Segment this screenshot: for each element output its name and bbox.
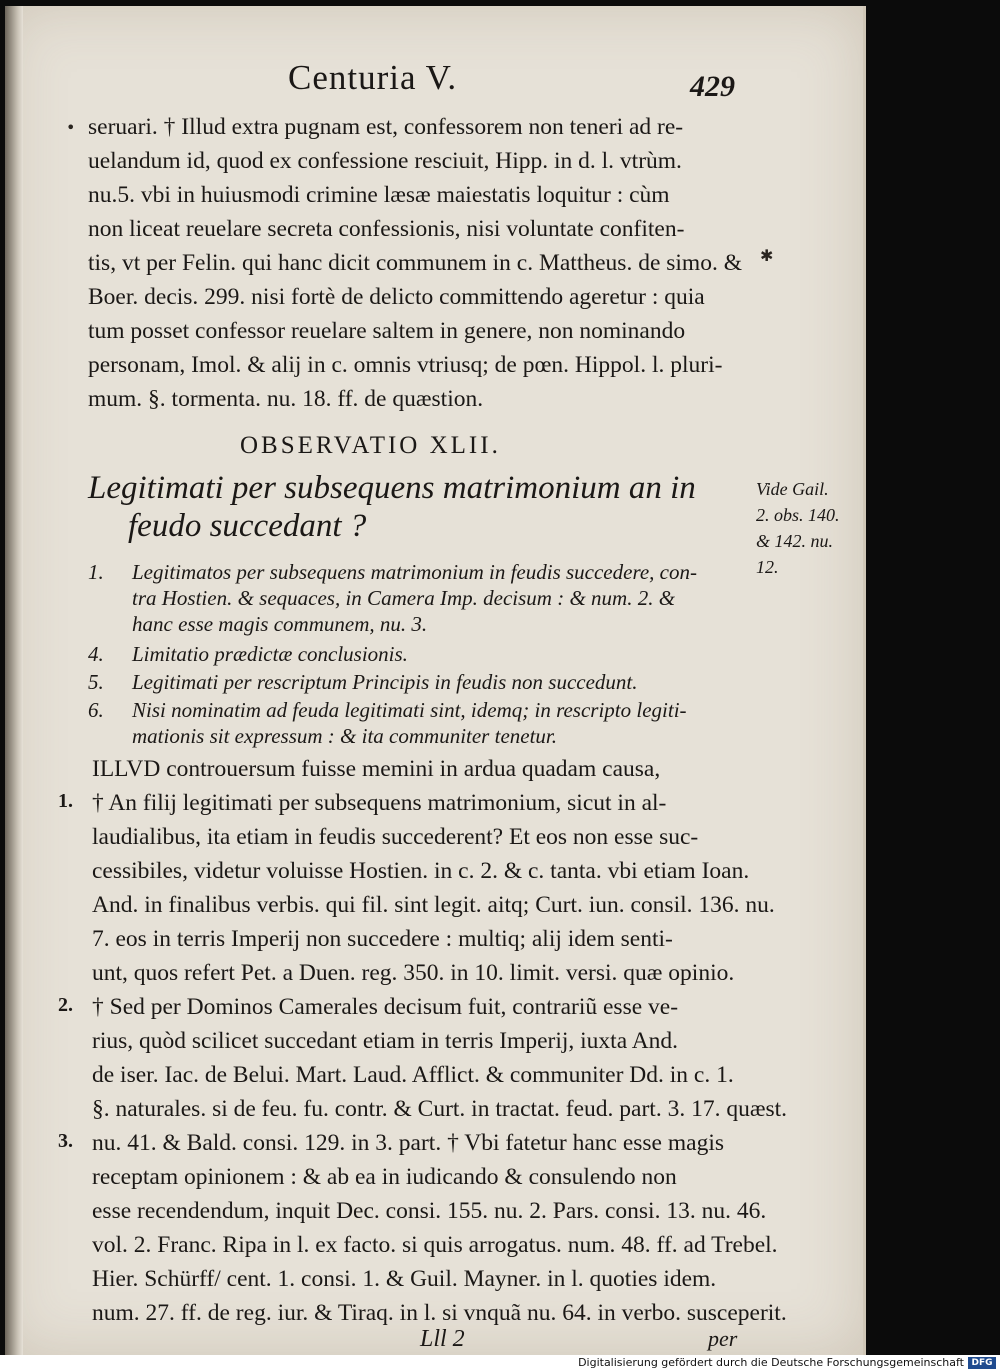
text-line: de iser. Iac. de Belui. Mart. Laud. Afflict. & communiter Dd. in c. 1. [92,1062,734,1088]
text-line: seruari. † Illud extra pugnam est, confessorem non teneri ad re- [88,114,684,140]
text-line: §. naturales. si de feu. fu. contr. & Curt. in tractat. feud. part. 3. 17. quæst. [92,1096,788,1122]
summary-line: tra Hostien. & sequaces, in Camera Imp. decisum : & num. 2. & [132,586,676,610]
dfg-logo-icon: DFG [968,1357,996,1369]
text-line: uelandum id, quod ex confessione resciuit, Hipp. in d. l. vtrùm. [88,148,682,174]
text-line: Hier. Schürff/ cent. 1. consi. 1. & Guil. Mayner. in l. quoties idem. [92,1266,717,1292]
text-line: vol. 2. Franc. Ripa in l. ex facto. si quis arrogatus. num. 48. ff. ad Trebel. [92,1232,778,1258]
page-spine-shadow [5,6,23,1355]
page-edge [863,6,866,1355]
text-line: nu. 41. & Bald. consi. 129. in 3. part. † Vbi fatetur hanc esse magis [92,1130,724,1156]
text-line: tum posset confessor reuelare saltem in genere, non nominando [88,318,686,344]
text-line: † An filij legitimati per subsequens matrimonium, sicut in al- [92,790,667,816]
text-line: † Sed per Dominos Camerales decisum fuit, contrariũ esse ve- [92,994,679,1020]
credit-text: Digitalisierung gefördert durch die Deutsche Forschungsgemeinschaft [578,1356,964,1369]
side-note: Vide Gail. [756,479,829,499]
summary-line: hanc esse magis communem, nu. 3. [132,612,428,636]
text-line: num. 27. ff. de reg. iur. & Tiraq. in l. si vnquã nu. 64. in verbo. susceperit. [92,1300,787,1326]
side-note: 2. obs. 140. [756,505,840,525]
summary-line: Legitimati per rescriptum Principis in feudis non succedunt. [132,670,638,694]
observation-title: OBSERVATIO XLII. [240,432,501,459]
text-line: cessibiles, videtur voluisse Hostien. in c. 2. & c. tanta. vbi etiam Ioan. [92,858,750,884]
margin-number: 2. [58,994,73,1016]
text-line: laudialibus, ita etiam in feudis succederent? Et eos non esse suc- [92,824,699,850]
summary-line: Limitatio prædictæ conclusionis. [132,642,408,666]
text-line: And. in finalibus verbis. qui fil. sint legit. aitq; Curt. iun. consil. 136. nu. [92,892,775,918]
summary-line: Legitimatos per subsequens matrimonium in feudis succedere, con- [132,560,697,584]
summary-number: 6. [88,698,104,722]
signature-mark: Lll 2 [420,1326,465,1352]
text-line: unt, quos refert Pet. a Duen. reg. 350. in 10. limit. versi. quæ opinio. [92,960,735,986]
text-line: personam, Imol. & alij in c. omnis vtriusq; de pœn. Hippol. l. pluri- [88,352,723,378]
ink-mark: ✱ [760,246,774,265]
text-line: ILLVD controuersum fuisse memini in ardua quadam causa, [92,756,661,782]
text-line: Boer. decis. 299. nisi fortè de delicto committendo ageretur : quia [88,284,705,310]
summary-number: 1. [88,560,104,584]
text-line: 7. eos in terris Imperij non succedere : multiq; alij idem senti- [92,926,673,952]
page-number: 429 [690,70,735,103]
summary-line: Nisi nominatim ad feuda legitimati sint, idemq; in rescripto legiti- [132,698,687,722]
text-line: nu.5. vbi in huiusmodi crimine læsæ maiestatis loquitur : cùm [88,182,670,208]
running-head: Centuria V. [288,58,458,97]
text-line: tis, vt per Felin. qui hanc dicit communem in c. Mattheus. de simo. & [88,250,742,276]
ink-mark: • [66,118,76,137]
text-line: non liceat reuelare secreta confessionis, nisi voluntate confiten- [88,216,685,242]
text-line: rius, quòd scilicet succedant etiam in terris Imperij, iuxta And. [92,1028,679,1054]
text-line: receptam opinionem : & ab ea in iudicando & consulendo non [92,1164,677,1190]
text-line: esse recendendum, inquit Dec. consi. 155. nu. 2. Pars. consi. 13. nu. 46. [92,1198,767,1224]
text-line: mum. §. tormenta. nu. 18. ff. de quæstion. [88,386,484,412]
summary-number: 5. [88,670,104,694]
question-heading: feudo succedant ? [128,508,367,544]
question-heading: Legitimati per subsequens matrimonium an in [88,470,696,506]
summary-number: 4. [88,642,104,666]
margin-number: 1. [58,790,73,812]
margin-number: 3. [58,1130,73,1152]
catchword: per [708,1326,738,1351]
side-note: 12. [756,557,779,577]
side-note: & 142. nu. [756,531,834,551]
summary-line: mationis sit expressum : & ita communiter tenetur. [132,724,558,748]
